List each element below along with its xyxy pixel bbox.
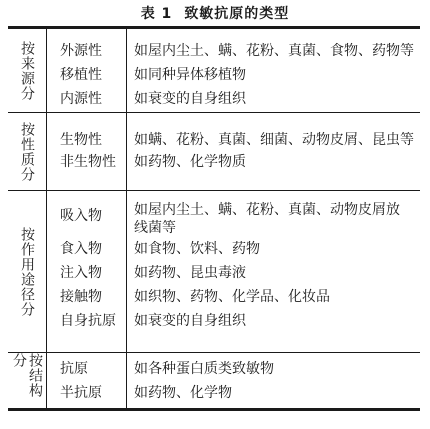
group-by-route [8, 190, 420, 352]
subtype-description: 如食物、饮料、药物 [134, 241, 260, 257]
category-label: 按结构分 [11, 353, 43, 398]
subtype-name: 抗原 [60, 361, 88, 377]
category-cell [8, 29, 47, 112]
subtype-name: 内源性 [60, 91, 102, 107]
description-column [126, 113, 420, 190]
category-cell [8, 113, 47, 190]
subtype-description: 如螨、花粉、真菌、细菌、动物皮屑、昆虫等 [134, 132, 414, 148]
category-cell [8, 191, 47, 352]
subtype-description: 如药物、化学物 [134, 385, 232, 401]
subtype-column [46, 191, 127, 352]
subtype-name: 生物性 [60, 132, 102, 148]
subtype-name: 外源性 [60, 43, 102, 59]
description-column [126, 191, 420, 352]
subtype-description: 如药物、昆虫毒液 [134, 265, 246, 281]
subtype-column [46, 113, 127, 190]
subtype-name: 自身抗原 [60, 313, 116, 329]
category-cell [8, 353, 47, 408]
subtype-column [46, 353, 127, 408]
group-by-structure [8, 352, 420, 408]
subtype-description: 如衰变的自身组织 [134, 91, 246, 107]
subtype-description: 如药物、化学物质 [134, 154, 246, 170]
description-column [126, 29, 420, 112]
group-by-source [8, 29, 420, 112]
subtype-description: 如衰变的自身组织 [134, 313, 246, 329]
allergen-type-table [8, 26, 420, 411]
subtype-name: 移植性 [60, 67, 102, 83]
subtype-column [46, 29, 127, 112]
subtype-name: 吸入物 [60, 208, 102, 224]
table-title [0, 4, 430, 24]
subtype-description: 如同种异体移植物 [134, 67, 246, 83]
category-label: 按作用途径分 [19, 226, 35, 317]
subtype-name: 非生物性 [60, 154, 116, 170]
subtype-description: 如织物、药物、化学品、化妆品 [134, 289, 330, 305]
subtype-description: 如屋内尘土、螨、花粉、真菌、食物、药物等 [134, 43, 414, 59]
table-number: 表 1 [140, 6, 173, 22]
subtype-name: 食入物 [60, 241, 102, 257]
description-column [126, 353, 420, 408]
subtype-description: 如各种蛋白质类致敏物 [134, 361, 274, 377]
subtype-description: 如屋内尘土、螨、花粉、真菌、动物皮屑放线菌等 [134, 202, 400, 236]
subtype-name: 接触物 [60, 289, 102, 305]
subtype-name: 半抗原 [60, 385, 102, 401]
table-caption: 致敏抗原的类型 [184, 6, 290, 22]
subtype-name: 注入物 [60, 265, 102, 281]
category-label: 按性质分 [19, 121, 35, 182]
group-by-nature [8, 112, 420, 190]
category-label: 按来源分 [19, 40, 35, 101]
